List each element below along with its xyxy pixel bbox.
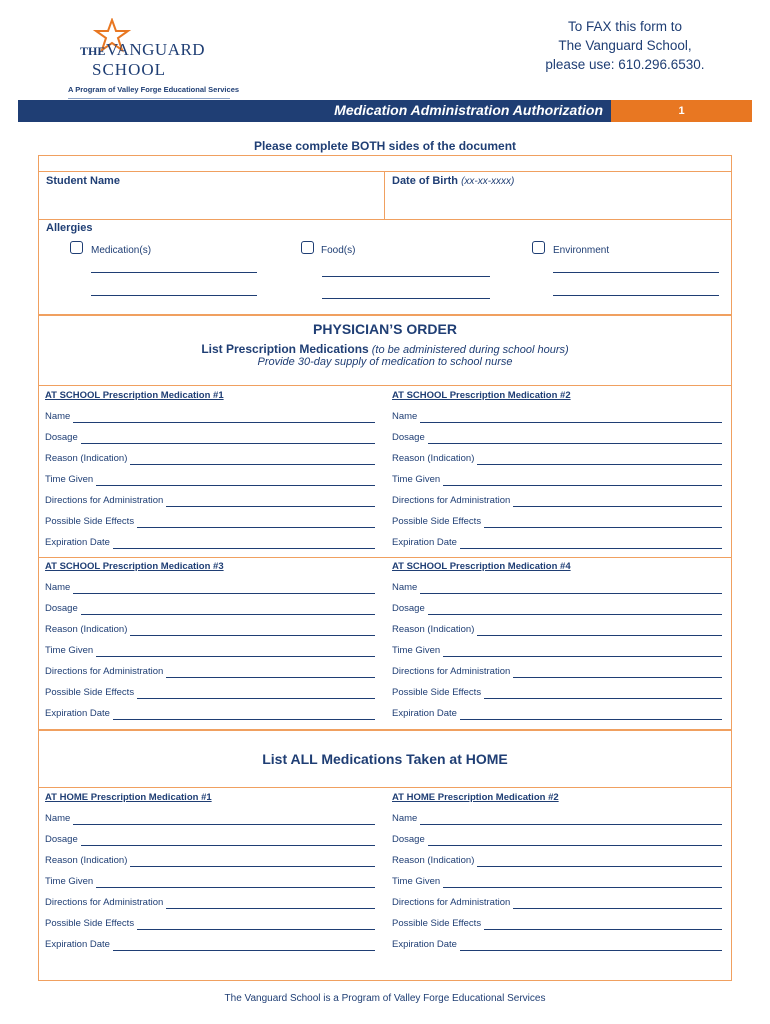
student-row-divider: [38, 219, 732, 220]
home-med-2-field-line[interactable]: [484, 929, 722, 930]
school-med-4-field-line[interactable]: [513, 677, 722, 678]
school-med-1-field-line[interactable]: [130, 464, 375, 465]
school-med-1-field-label: Dosage: [45, 432, 78, 443]
school-logo: [68, 18, 238, 98]
home-med-2-field-line[interactable]: [420, 824, 722, 825]
school-med-2-field-line[interactable]: [428, 443, 722, 444]
food-allergy-label: Food(s): [321, 245, 356, 256]
student-name-field[interactable]: [40, 190, 380, 216]
school-med-2-field-line[interactable]: [477, 464, 722, 465]
school-med-4-field-label: Directions for Administration: [392, 666, 511, 677]
home-med-2-field-label: Time Given: [392, 876, 441, 887]
school-med-1-field-label: Possible Side Effects: [45, 516, 135, 527]
home-med-1-field-label: Expiration Date: [45, 939, 110, 950]
school-med-4-field-line[interactable]: [477, 635, 722, 636]
fax-line-1: To FAX this form to: [567, 19, 683, 34]
school-med-4-field-line[interactable]: [428, 614, 722, 615]
school-med-4-field-line[interactable]: [484, 698, 722, 699]
home-header-divider: [38, 787, 732, 788]
school-meds-row-divider: [38, 557, 732, 558]
home-med-1-header: AT HOME Prescription Medication #1: [45, 792, 212, 803]
school-med-2-field-label: Directions for Administration: [392, 495, 511, 506]
home-med-1-field-label: Name: [45, 813, 71, 824]
logo-school: SCHOOL: [92, 60, 167, 79]
school-med-4-field-label: Expiration Date: [392, 708, 457, 719]
school-med-1-field-line[interactable]: [166, 506, 375, 507]
school-med-1-field-label: Name: [45, 411, 71, 422]
home-med-1-field-line[interactable]: [73, 824, 375, 825]
school-med-2-field-label: Time Given: [392, 474, 441, 485]
school-med-2-field-line[interactable]: [460, 548, 722, 549]
school-med-3-field-label: Name: [45, 582, 71, 593]
home-med-2-field-label: Dosage: [392, 834, 425, 845]
school-med-3-field-line[interactable]: [130, 635, 375, 636]
food-allergy-line-2[interactable]: [322, 298, 490, 299]
school-med-3-field-label: Possible Side Effects: [45, 687, 135, 698]
school-med-3-field-line[interactable]: [96, 656, 375, 657]
medication-allergy-checkbox[interactable]: [70, 241, 83, 254]
school-med-2-field-line[interactable]: [484, 527, 722, 528]
school-med-1-field-label: Expiration Date: [45, 537, 110, 548]
school-med-1-field-line[interactable]: [73, 422, 375, 423]
fax-line-3: please use: 610.296.6530.: [545, 57, 705, 72]
school-med-1-field-line[interactable]: [96, 485, 375, 486]
school-med-4-field-label: Reason (Indication): [392, 624, 475, 635]
home-med-2-field-label: Name: [392, 813, 418, 824]
student-top-divider: [38, 171, 732, 172]
supply-note: Provide 30-day supply of medication to school nurse: [257, 356, 513, 368]
school-med-4-field-line[interactable]: [420, 593, 722, 594]
home-med-2-header: AT HOME Prescription Medication #2: [392, 792, 559, 803]
dob-hint: (xx-xx-xxxx): [461, 176, 515, 187]
home-med-2-field-line[interactable]: [460, 950, 722, 951]
physician-order-heading: PHYSICIAN’S ORDER: [313, 321, 457, 337]
school-med-3-field-label: Expiration Date: [45, 708, 110, 719]
logo-divider: [68, 98, 230, 99]
prescription-subheading-title: List Prescription Medications: [201, 342, 369, 356]
home-med-2-field-line[interactable]: [428, 845, 722, 846]
home-med-1-field-line[interactable]: [113, 950, 375, 951]
form-title: Medication Administration Authorization: [334, 102, 603, 118]
medication-allergy-label: Medication(s): [91, 245, 152, 256]
home-med-1-field-line[interactable]: [137, 929, 375, 930]
school-med-4-field-label: Name: [392, 582, 418, 593]
allergies-label: Allergies: [46, 222, 93, 234]
dob-field[interactable]: [388, 190, 728, 216]
title-bar: [18, 100, 611, 122]
school-med-1-field-line[interactable]: [137, 527, 375, 528]
medication-allergy-line-1[interactable]: [91, 272, 257, 273]
school-med-4-header: AT SCHOOL Prescription Medication #4: [392, 561, 571, 572]
school-med-2-field-label: Dosage: [392, 432, 425, 443]
environment-allergy-label: Environment: [553, 245, 610, 256]
home-med-2-field-line[interactable]: [477, 866, 722, 867]
school-med-4-field-label: Dosage: [392, 603, 425, 614]
home-med-1-field-line[interactable]: [96, 887, 375, 888]
school-med-1-field-label: Time Given: [45, 474, 94, 485]
home-med-1-field-label: Directions for Administration: [45, 897, 164, 908]
home-med-2-field-label: Directions for Administration: [392, 897, 511, 908]
home-medications-heading: List ALL Medications Taken at HOME: [262, 751, 508, 767]
home-med-2-field-label: Possible Side Effects: [392, 918, 482, 929]
school-med-2-field-line[interactable]: [420, 422, 722, 423]
fax-line-2: The Vanguard School,: [558, 38, 692, 53]
student-name-label: Student Name: [46, 175, 120, 187]
school-med-3-field-label: Dosage: [45, 603, 78, 614]
dob-label: [392, 175, 514, 187]
logo-vanguard: VANGUARD: [106, 40, 206, 59]
environment-allergy-line-2[interactable]: [553, 295, 719, 296]
logo-program-text: A Program of Valley Forge Educational Services: [68, 85, 240, 94]
school-med-1-field-label: Reason (Indication): [45, 453, 128, 464]
school-med-3-field-line[interactable]: [137, 698, 375, 699]
logo-the: THE: [80, 44, 106, 58]
environment-allergy-checkbox[interactable]: [532, 241, 545, 254]
food-allergy-line-1[interactable]: [322, 276, 490, 277]
school-med-3-field-line[interactable]: [113, 719, 375, 720]
home-med-1-field-line[interactable]: [130, 866, 375, 867]
school-med-4-field-line[interactable]: [460, 719, 722, 720]
school-med-2-header: AT SCHOOL Prescription Medication #2: [392, 390, 571, 401]
school-med-3-field-line[interactable]: [73, 593, 375, 594]
school-med-3-field-label: Time Given: [45, 645, 94, 656]
student-col-divider: [384, 171, 385, 220]
school-med-1-header: AT SCHOOL Prescription Medication #1: [45, 390, 224, 401]
school-med-2-field-line[interactable]: [443, 485, 722, 486]
school-med-2-field-label: Expiration Date: [392, 537, 457, 548]
school-med-4-field-line[interactable]: [443, 656, 722, 657]
school-med-3-field-label: Directions for Administration: [45, 666, 164, 677]
home-med-2-field-line[interactable]: [443, 887, 722, 888]
home-med-1-field-line[interactable]: [81, 845, 375, 846]
medication-allergy-line-2[interactable]: [91, 295, 257, 296]
home-med-1-field-label: Reason (Indication): [45, 855, 128, 866]
school-med-4-field-label: Time Given: [392, 645, 441, 656]
home-med-1-field-label: Dosage: [45, 834, 78, 845]
school-med-2-field-label: Possible Side Effects: [392, 516, 482, 527]
school-med-1-field-line[interactable]: [113, 548, 375, 549]
environment-allergy-line-1[interactable]: [553, 272, 719, 273]
page-number: 1: [611, 100, 752, 122]
home-med-2-field-label: Reason (Indication): [392, 855, 475, 866]
school-med-3-field-label: Reason (Indication): [45, 624, 128, 635]
school-med-2-field-line[interactable]: [513, 506, 722, 507]
school-med-1-field-line[interactable]: [81, 443, 375, 444]
school-med-1-field-label: Directions for Administration: [45, 495, 164, 506]
school-med-4-field-label: Possible Side Effects: [392, 687, 482, 698]
home-med-2-field-label: Expiration Date: [392, 939, 457, 950]
student-info-section: [38, 155, 732, 315]
complete-both-sides-note: Please complete BOTH sides of the document: [253, 139, 517, 153]
school-med-2-field-label: Reason (Indication): [392, 453, 475, 464]
home-med-1-field-label: Possible Side Effects: [45, 918, 135, 929]
home-med-1-field-line[interactable]: [166, 908, 375, 909]
home-med-2-field-line[interactable]: [513, 908, 722, 909]
school-med-3-header: AT SCHOOL Prescription Medication #3: [45, 561, 224, 572]
footer-text: The Vanguard School is a Program of Valley Forge Educational Services: [224, 993, 546, 1004]
school-med-3-field-line[interactable]: [166, 677, 375, 678]
fax-instructions: [520, 17, 730, 74]
home-medications-section: [38, 730, 732, 981]
prescription-subheading-note: (to be administered during school hours): [371, 344, 569, 356]
prescription-subheading: [0, 342, 770, 356]
home-med-1-field-label: Time Given: [45, 876, 94, 887]
dob-label-text: Date of Birth: [392, 175, 458, 187]
physician-header-divider: [38, 385, 732, 386]
school-med-3-field-line[interactable]: [81, 614, 375, 615]
school-med-2-field-label: Name: [392, 411, 418, 422]
food-allergy-checkbox[interactable]: [301, 241, 314, 254]
